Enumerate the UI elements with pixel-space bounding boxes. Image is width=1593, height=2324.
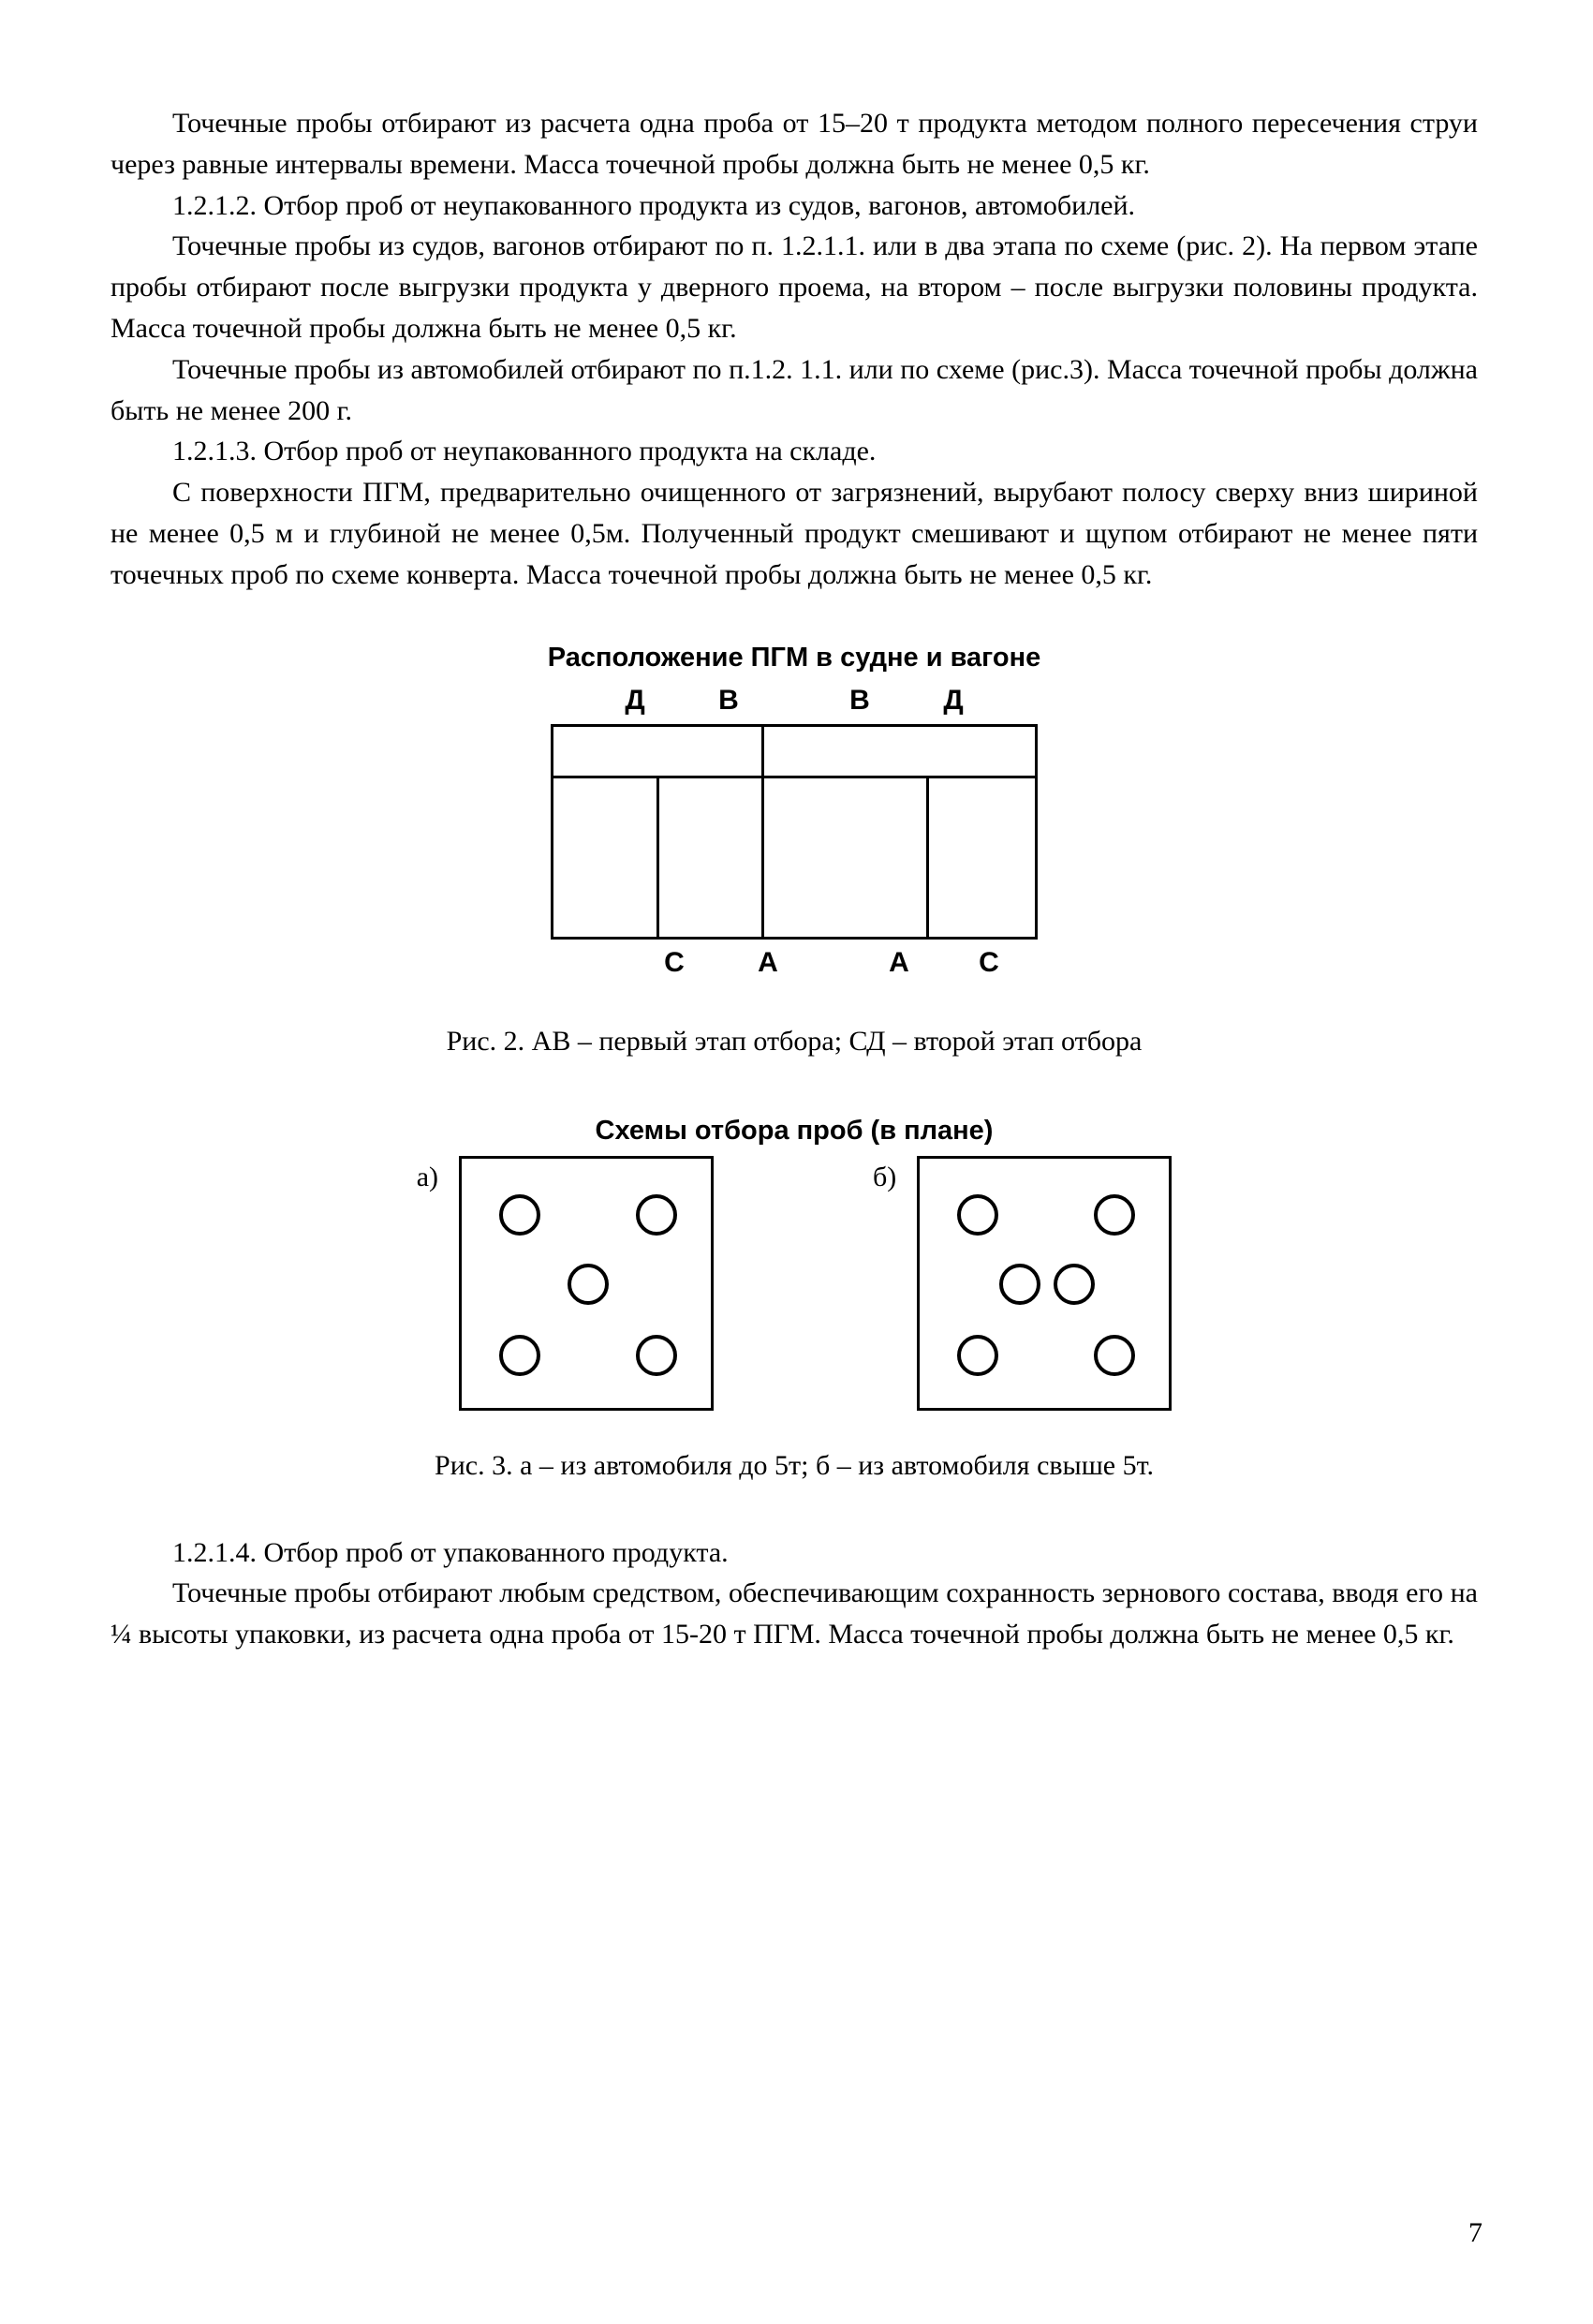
figure-3-label-b: б) [873, 1161, 897, 1192]
sample-point-circle [957, 1194, 998, 1236]
label-bottom-3: А [889, 946, 909, 978]
page-content [111, 103, 1478, 1655]
label-top-1: Д [625, 684, 645, 716]
paragraph-1: Точечные пробы отбирают из расчета одна проба от 15–20 т продукта методом полного пересечения струи через равные интервалы времени. Масса точечной пробы должна быть не менее 0,5 кг. [111, 108, 1478, 180]
wagon-horizontal-line [553, 776, 1035, 778]
paragraph-7: 1.2.1.4. Отбор проб от упакованного продукта. [172, 1536, 729, 1568]
label-bottom-4: С [979, 946, 999, 978]
sample-point-circle [636, 1194, 677, 1236]
figure-2 [111, 643, 1478, 1058]
sample-point-circle [499, 1335, 540, 1376]
figure-3-scheme-a [417, 1156, 714, 1411]
figure-2-wagon-diagram [551, 724, 1038, 940]
sample-point-circle [1094, 1194, 1135, 1236]
paragraph-8: Точечные пробы отбирают любым средством, обеспечивающим сохранность зернового состава, вводя его на ¼ высоты упаковки, из расчета одна проба от 15-20 т ПГМ. Масса точечной пробы должна быть не менее 0,5 кг. [111, 1577, 1478, 1650]
paragraph-6: С поверхности ПГМ, предварительно очищенного от загрязнений, вырубают полосу сверху вниз шириной не менее 0,5 м и глубиной не менее 0,5м. Полученный продукт смешивают и щупом отбирают не менее пяти точечных проб по схеме конверта. Масса точечной пробы должна быть не менее 0,5 кг. [111, 477, 1478, 590]
figure-3 [111, 1116, 1478, 1482]
figure-2-top-labels [551, 685, 1038, 724]
label-top-3: В [849, 684, 870, 716]
label-top-2: В [718, 684, 739, 716]
sample-point-circle [957, 1335, 998, 1376]
figure-3-label-a: а) [416, 1161, 439, 1192]
sample-point-circle [1054, 1264, 1095, 1305]
sample-point-circle [1094, 1335, 1135, 1376]
paragraph-2: 1.2.1.2. Отбор проб от неупакованного продукта из судов, вагонов, автомобилей. [172, 189, 1136, 221]
figure-3-caption: Рис. 3. а – из автомобиля до 5т; б – из автомобиля свыше 5т. [435, 1449, 1154, 1481]
figure-3-title: Схемы отбора проб (в плане) [595, 1115, 994, 1146]
paragraph-5: 1.2.1.3. Отбор проб от неупакованного продукта на складе. [172, 436, 877, 467]
figure-3-scheme-b [873, 1156, 1172, 1411]
paragraph-4: Точечные пробы из автомобилей отбирают по п.1.2. 1.1. или по схеме (рис.3). Масса точечной пробы должна быть не менее 200 г. [111, 353, 1478, 426]
scheme-a-box [459, 1156, 714, 1411]
sample-point-circle [999, 1264, 1040, 1305]
sample-point-circle [568, 1264, 609, 1305]
label-top-4: Д [943, 684, 964, 716]
wagon-divider-2 [761, 727, 764, 937]
page-number: 7 [1468, 2217, 1482, 2248]
figure-2-title: Расположение ПГМ в судне и вагоне [547, 642, 1041, 673]
paragraph-3: Точечные пробы из судов, вагонов отбирают по п. 1.2.1.1. или в два этапа по схеме (рис. 2). На первом этапе пробы отбирают после выгрузки продукта у дверного проема, на втором – после выгрузки половины продукта. Масса точечной пробы должна быть не менее 0,5 кг. [111, 230, 1478, 344]
sample-point-circle [636, 1335, 677, 1376]
label-bottom-1: С [664, 946, 685, 978]
sample-point-circle [499, 1194, 540, 1236]
figure-2-caption: Рис. 2. АВ – первый этап отбора; СД – второй этап отбора [446, 1025, 1143, 1057]
label-bottom-2: А [758, 946, 778, 978]
wagon-divider-1 [656, 776, 659, 937]
figure-3-schemes [111, 1156, 1478, 1411]
figure-2-bottom-labels [551, 947, 1038, 986]
scheme-b-box [917, 1156, 1172, 1411]
wagon-divider-3 [926, 776, 929, 937]
